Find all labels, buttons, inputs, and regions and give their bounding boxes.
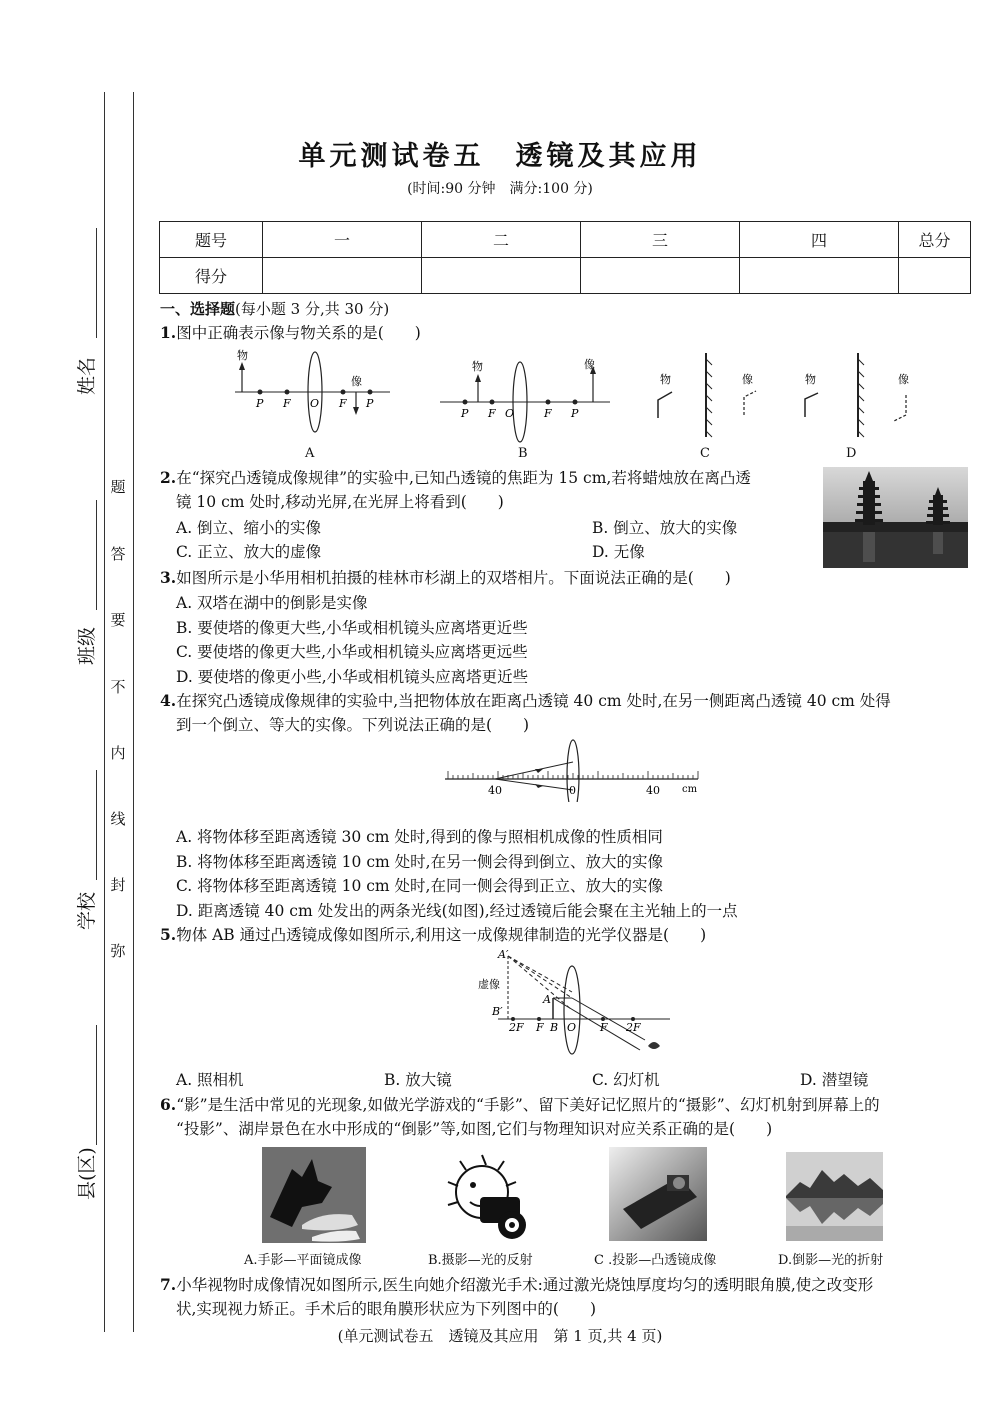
- label-b: B: [550, 1021, 559, 1034]
- fig-obj-label: 物: [805, 373, 816, 386]
- seal-char: 线: [110, 810, 126, 828]
- school-field[interactable]: [96, 770, 97, 880]
- score-table: [159, 221, 971, 294]
- option-c[interactable]: C. 幻灯机: [592, 1071, 660, 1089]
- label-f: F: [283, 397, 291, 410]
- label-p: P: [461, 407, 469, 420]
- fig-img-label: 像: [584, 358, 595, 371]
- question-text: 如图所示是小华用相机拍摄的桂林市杉湖上的双塔相片。下面说法正确的是( ): [176, 569, 731, 587]
- twin-pagodas-photo: [823, 467, 968, 568]
- ruler-label: 40: [488, 784, 502, 797]
- seal-char: 内: [110, 744, 126, 762]
- seal-char: 题: [110, 478, 126, 496]
- label-f: F: [339, 397, 347, 410]
- section-title: 一、选择题: [160, 300, 236, 318]
- school-label: 学校: [76, 891, 98, 930]
- question-text: 到一个倒立、等大的实像。下列说法正确的是( ): [176, 716, 530, 734]
- class-field[interactable]: [96, 500, 97, 610]
- table-cell: 题号: [160, 222, 263, 258]
- question-text: 在“探究凸透镜成像规律”的实验中,已知凸透镜的焦距为 15 cm,若将蜡烛放在离凸透: [176, 469, 751, 487]
- option-b[interactable]: B. 放大镜: [384, 1071, 452, 1089]
- question-number: 6.: [160, 1095, 177, 1114]
- question-text: 在探究凸透镜成像规律的实验中,当把物体放在距离凸透镜 40 cm 处时,在另一侧距离凸透镜 40 cm 处得: [176, 692, 891, 710]
- reflection-photo: [786, 1152, 883, 1241]
- label-p: P: [366, 397, 374, 410]
- q1-figures: [220, 345, 920, 445]
- label-f: F: [600, 1021, 608, 1034]
- option-d[interactable]: D. 距离透镜 40 cm 处发出的两条光线(如图),经过透镜后能会聚在主光轴上的一点: [176, 902, 738, 920]
- question-text: “影”是生活中常见的光现象,如做光学游戏的“手影”、留下美好记忆照片的“摄影”、幻灯机射到屏幕上的: [176, 1096, 880, 1114]
- label-b-prime: B′: [492, 1005, 503, 1018]
- question-7-cont: [176, 1297, 596, 1321]
- option-c[interactable]: C. 将物体移至距离透镜 10 cm 处时,在同一侧会得到正立、放大的实像: [176, 877, 663, 895]
- label-2f: 2F: [509, 1021, 524, 1034]
- question-number: 3.: [160, 568, 177, 587]
- question-6-cont: [176, 1117, 772, 1141]
- question-3: [160, 566, 731, 590]
- option-c[interactable]: C. 要使塔的像更大些,小华或相机镜头应离塔更远些: [176, 643, 528, 661]
- option-a[interactable]: A. 倒立、缩小的实像: [176, 519, 322, 537]
- fig-img-label: 像: [742, 373, 753, 386]
- option-d[interactable]: D. 要使塔的像更小些,小华或相机镜头应离塔更近些: [176, 668, 529, 686]
- figure-c: [658, 353, 756, 437]
- label-a-prime: A′: [498, 948, 509, 961]
- question-1: [160, 321, 421, 345]
- question-text: 小华视物时成像情况如图所示,医生向她介绍激光手术:通过激光烧蚀厚度均匀的透明眼角膜,使之改变形: [176, 1276, 874, 1294]
- fig-obj-label: 物: [237, 349, 248, 362]
- question-text: “投影”、湖岸景色在水中形成的“倒影”等,如图,它们与物理知识对应关系正确的是( ): [176, 1120, 773, 1138]
- fig-obj-label: 物: [660, 373, 671, 386]
- label-f: F: [488, 407, 496, 420]
- label-p: P: [256, 397, 264, 410]
- score-cell[interactable]: [899, 258, 971, 294]
- question-number: 2.: [160, 468, 177, 487]
- score-cell[interactable]: [263, 258, 422, 294]
- question-text: 镜 10 cm 处时,移动光屏,在光屏上将看到( ): [176, 493, 504, 511]
- question-4-cont: [176, 713, 529, 737]
- q5-virtual-image-diagram: [470, 948, 680, 1060]
- county-field[interactable]: [96, 1025, 97, 1145]
- question-number: 4.: [160, 691, 177, 710]
- question-5: [160, 923, 706, 947]
- table-cell: 得分: [160, 258, 263, 294]
- table-cell: 三: [581, 222, 740, 258]
- question-2: [160, 466, 751, 490]
- score-cell[interactable]: [740, 258, 899, 294]
- figure-label: B: [518, 446, 528, 461]
- figure-a: [235, 348, 390, 432]
- table-cell: 总分: [899, 222, 971, 258]
- hand-shadow-photo: [262, 1147, 366, 1243]
- score-cell[interactable]: [422, 258, 581, 294]
- figure-label: A: [305, 446, 315, 461]
- page-subtitle: (时间:90 分钟 满分:100 分): [407, 181, 593, 197]
- question-number: 7.: [160, 1275, 177, 1294]
- question-number: 5.: [160, 925, 177, 944]
- seal-char: 弥: [110, 942, 126, 960]
- label-p: P: [571, 407, 579, 420]
- section-heading: [160, 298, 389, 319]
- label-f: F: [544, 407, 552, 420]
- ruler-label: 0: [569, 784, 576, 797]
- fig-img-label: 像: [898, 373, 909, 386]
- figure-b: [440, 357, 610, 442]
- question-7: [160, 1273, 873, 1297]
- option-b[interactable]: B. 要使塔的像更大些,小华或相机镜头应离塔更近些: [176, 619, 528, 637]
- option-a[interactable]: A. 照相机: [176, 1071, 244, 1089]
- figure-label: D: [846, 446, 857, 461]
- q4-ruler-diagram: [440, 738, 710, 802]
- seal-char: 封: [110, 876, 126, 894]
- label-virtual-image: 虚像: [478, 978, 500, 991]
- fig-img-label: 像: [351, 375, 362, 388]
- label-o: O: [567, 1021, 577, 1034]
- question-6: [160, 1093, 880, 1117]
- fig-obj-label: 物: [472, 360, 483, 373]
- option-d[interactable]: D. 无像: [592, 543, 645, 561]
- option-d[interactable]: D. 潜望镜: [800, 1071, 869, 1089]
- question-4: [160, 689, 891, 713]
- caption-c: C .投影—凸透镜成像: [594, 1253, 717, 1268]
- option-c[interactable]: C. 正立、放大的虚像: [176, 543, 322, 561]
- county-label: 县(区): [76, 1147, 98, 1200]
- figure-d: [805, 353, 909, 437]
- label-o: O: [505, 407, 515, 420]
- label-a: A: [543, 993, 551, 1006]
- label-2f: 2F: [626, 1021, 641, 1034]
- figure-label: C: [700, 446, 710, 461]
- caption-d: D.倒影—光的折射: [778, 1253, 884, 1268]
- table-cell: 四: [740, 222, 899, 258]
- class-label: 班级: [76, 626, 98, 665]
- table-cell: 一: [263, 222, 422, 258]
- page-footer: (单元测试卷五 透镜及其应用 第 1 页,共 4 页): [337, 1327, 663, 1345]
- caption-b: B.摄影—光的反射: [428, 1253, 533, 1268]
- option-a[interactable]: A. 双塔在湖中的倒影是实像: [176, 594, 368, 612]
- name-field[interactable]: [96, 228, 97, 338]
- label-f: F: [536, 1021, 544, 1034]
- projector-photo: [609, 1147, 707, 1241]
- seal-char: 不: [110, 678, 126, 696]
- question-2-cont: [176, 490, 504, 514]
- table-row: [160, 222, 971, 258]
- page-title: 单元测试卷五 透镜及其应用: [298, 141, 702, 172]
- section-note: (每小题 3 分,共 30 分): [235, 300, 390, 318]
- label-o: O: [310, 397, 320, 410]
- ruler-unit: cm: [682, 784, 698, 795]
- option-b[interactable]: B. 倒立、放大的实像: [592, 519, 738, 537]
- seal-char: 要: [110, 611, 126, 629]
- seal-char: 答: [110, 545, 126, 563]
- option-a[interactable]: A. 将物体移至距离透镜 30 cm 处时,得到的像与照相机成像的性质相同: [176, 828, 663, 846]
- option-b[interactable]: B. 将物体移至距离透镜 10 cm 处时,在另一侧会得到倒立、放大的实像: [176, 853, 664, 871]
- table-cell: 二: [422, 222, 581, 258]
- ruler-label: 40: [646, 784, 660, 797]
- question-text: 图中正确表示像与物关系的是( ): [176, 324, 421, 342]
- question-text: 物体 AB 通过凸透镜成像如图所示,利用这一成像规律制造的光学仪器是( ): [176, 926, 707, 944]
- score-cell[interactable]: [581, 258, 740, 294]
- binding-line-left: [104, 92, 105, 1332]
- caption-a: A.手影—平面镜成像: [244, 1253, 362, 1268]
- question-text: 状,实现视力矫正。手术后的眼角膜形状应为下列图中的( ): [176, 1300, 597, 1318]
- question-number: 1.: [160, 323, 177, 342]
- camera-sun-cartoon: [440, 1147, 532, 1247]
- name-label: 姓名: [76, 356, 98, 395]
- binding-line-right: [133, 92, 134, 1332]
- table-row: [160, 258, 971, 294]
